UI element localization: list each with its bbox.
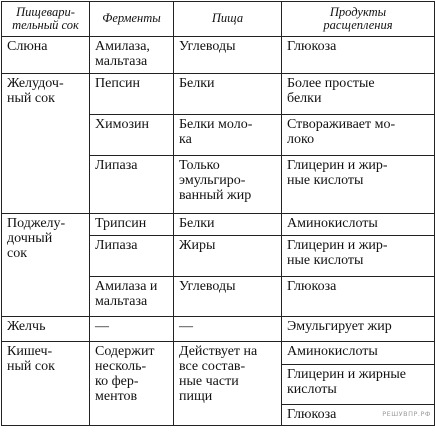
food-cell: Только эмульгиро- ванный жир [174,156,282,214]
enzyme-cell: Липаза [90,156,174,214]
product-cell: Глюкоза [282,405,435,426]
enzyme-cell: — [90,317,174,342]
header-juice: Пищевари- тельный сок [2,2,90,37]
product-cell: Аминокислоты [282,342,435,365]
enzyme-cell: Липаза [90,236,174,277]
product-cell: Аминокислоты [282,214,435,236]
product-cell: Глицерин и жир- ные кислоты [282,156,435,214]
table-row [2,74,435,115]
enzyme-cell: Химозин [90,115,174,156]
food-cell: Углеводы [174,37,282,74]
food-cell: Действует на все состав- ные части пищи [174,342,282,426]
food-cell: Жиры [174,236,282,277]
watermark-text: РЕШУВПР.РФ [382,410,431,418]
juice-cell: Слюна [2,37,90,74]
enzyme-cell: Амилаза, мальтаза [90,37,174,74]
food-cell: Белки моло- ка [174,115,282,156]
table-row [2,342,435,365]
food-cell: Белки [174,74,282,115]
table-row [2,37,435,74]
enzyme-cell: Трипсин [90,214,174,236]
header-food: Пища [174,2,282,37]
enzyme-cell: Амилаза и мальтаза [90,277,174,317]
digestion-table [1,1,435,426]
juice-cell: Желудоч- ный сок [2,74,90,214]
product-cell: Створаживает мо- локо [282,115,435,156]
juice-cell: Поджелу- дочный сок [2,214,90,317]
table-row [2,214,435,236]
table-row [2,317,435,342]
product-cell: Более простые белки [282,74,435,115]
product-cell: Глицерин и жир- ные кислоты [282,236,435,277]
product-cell: Глюкоза [282,37,435,74]
food-cell: Белки [174,214,282,236]
header-products: Продукты расщепления [282,2,435,37]
product-cell: Эмульгирует жир [282,317,435,342]
header-row [2,2,435,37]
juice-cell: Кишеч- ный сок [2,342,90,426]
enzyme-cell: Пепсин [90,74,174,115]
header-enzymes: Ферменты [90,2,174,37]
enzyme-cell: Содержит несколь- ко фер- ментов [90,342,174,426]
product-cell: Глицерин и жирные кислоты [282,365,435,405]
product-cell: Глюкоза [282,277,435,317]
food-cell: — [174,317,282,342]
juice-cell: Желчь [2,317,90,342]
table-wrapper [1,1,435,426]
food-cell: Углеводы [174,277,282,317]
